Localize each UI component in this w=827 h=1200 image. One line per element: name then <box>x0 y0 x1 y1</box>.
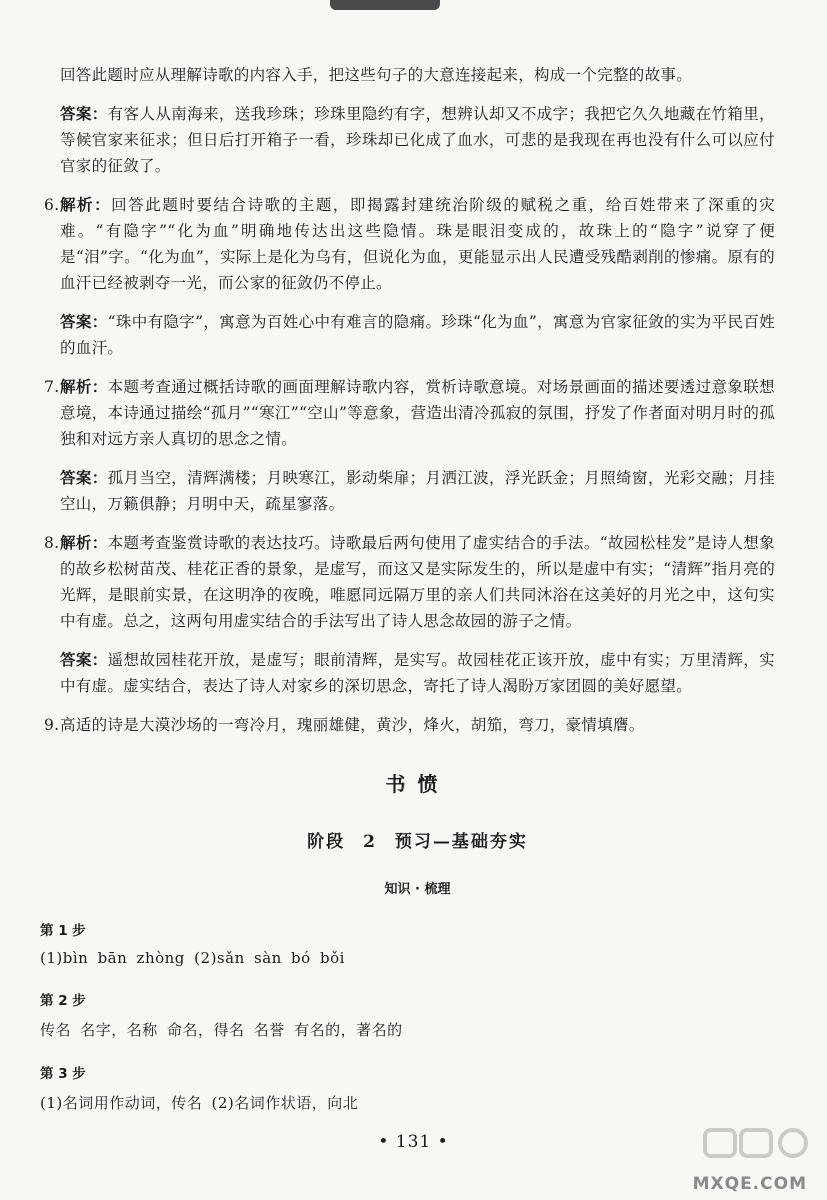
intro-line: 回答此题时应从理解诗歌的内容入手，把这些句子的大意连接起来，构成一个完整的故事。 <box>60 66 693 84</box>
section-title: 知识 · 梳理 <box>384 882 451 897</box>
q6-answer: “珠中有隐字”，寓意为百姓心中有难言的隐痛。珍珠“化为血”，寓意为官家征敛的实为平民百姓的血汗。 <box>60 313 775 357</box>
step-3 <box>40 1062 775 1113</box>
answer-label: 答案： <box>60 313 108 331</box>
question-6 <box>44 192 776 361</box>
step-content: 传名 名字，名称 命名，得名 名誉 有名的，著名的 <box>40 1021 403 1039</box>
watermark-text: MXQE.COM <box>692 1174 807 1194</box>
answer-label: 答案： <box>60 105 108 123</box>
page-content <box>40 62 776 1135</box>
step-content: (1)bìn bān zhòng (2)sǎn sàn bó bǒi <box>40 949 345 967</box>
q5-answer <box>60 101 775 179</box>
answer-label: 答案： <box>60 651 108 669</box>
analysis-label: 解析： <box>60 534 108 552</box>
step-2 <box>40 989 775 1040</box>
scan-artifact <box>330 0 440 10</box>
answer-label: 答案： <box>60 469 108 487</box>
question-number: 6. <box>44 196 60 214</box>
q8-answer: 遥想故园桂花开放，是虚写；眼前清辉，是实写。故园桂花正该开放，虚中有实；万里清辉，实中有虚。虚实结合，表达了诗人对家乡的深切思念，寄托了诗人渴盼万家团圆的美好愿望。 <box>60 651 775 695</box>
q9-text: 高适的诗是大漠沙场的一弯冷月，瑰丽雄健，黄沙，烽火，胡笳，弯刀，豪情填膺。 <box>60 716 645 734</box>
lesson-title: 书愤 <box>385 772 450 796</box>
question-number: 8. <box>44 534 60 552</box>
q8-analysis: 本题考查鉴赏诗歌的表达技巧。诗歌最后两句使用了虚实结合的手法。“故园松桂发”是诗人想象的故乡松树苗茂、桂花正香的景象，是虚写，而这又是实际发生的，所以是虚中有实；“清辉”指月亮的光辉，是眼前实景，在这明净的夜晚，唯愿同远隔万里的亲人们共同沐浴在这美好的月光之中，这句实中有虚。总之，这两句用虚实结合的手法写出了诗人思念故园的游子之情。 <box>60 534 775 630</box>
step-heading: 第 3 步 <box>40 1066 86 1082</box>
stage-title: 阶段 2 预习—基础夯实 <box>307 832 528 852</box>
step-1 <box>40 919 775 967</box>
step-heading: 第 1 步 <box>40 923 86 939</box>
q5-answer-text: 有客人从南海来，送我珍珠；珍珠里隐约有字，想辨认却又不成字；我把它久久地藏在竹箱里，等候官家来征求；但日后打开箱子一看，珍珠却已化成了血水，可悲的是我现在再也没有什么可以应付官家的征敛了。 <box>60 105 775 175</box>
step-heading: 第 2 步 <box>40 993 86 1009</box>
step-content: (1)名词用作动词，传名 (2)名词作状语，向北 <box>40 1094 359 1112</box>
q6-analysis: 回答此题时要结合诗歌的主题，即揭露封建统治阶级的赋税之重，给百姓带来了深重的灾难。“有隐字”“化为血”明确地传达出这些隐情。珠是眼泪变成的，故珠上的“隐字”说穿了便是“泪”字。“化为血”，实际上是化为乌有，但说化为血，更能显示出人民遭受残酷剥削的惨痛。原有的血汗已经被剥夺一光，而公家的征敛仍不停止。 <box>60 196 776 292</box>
q7-answer: 孤月当空，清辉满楼；月映寒江，影动柴扉；月洒江波，浮光跃金；月照绮窗，光彩交融；月挂空山，万籁俱静；月明中天，疏星寥落。 <box>60 469 775 513</box>
analysis-label: 解析： <box>60 196 112 214</box>
question-7 <box>44 374 775 517</box>
analysis-label: 解析： <box>60 378 108 396</box>
q7-analysis: 本题考查通过概括诗歌的画面理解诗歌内容，赏析诗歌意境。对场景画面的描述要透过意象联想意境，本诗通过描绘“孤月”“寒江”“空山”等意象，营造出清冷孤寂的氛围，抒发了作者面对明月时的孤独和对远方亲人真切的思念之情。 <box>60 378 775 448</box>
page-number: • 131 • <box>378 1132 449 1152</box>
question-9 <box>44 712 775 738</box>
question-8 <box>44 530 775 699</box>
question-number: 7. <box>44 378 60 396</box>
question-number: 9. <box>44 716 60 734</box>
